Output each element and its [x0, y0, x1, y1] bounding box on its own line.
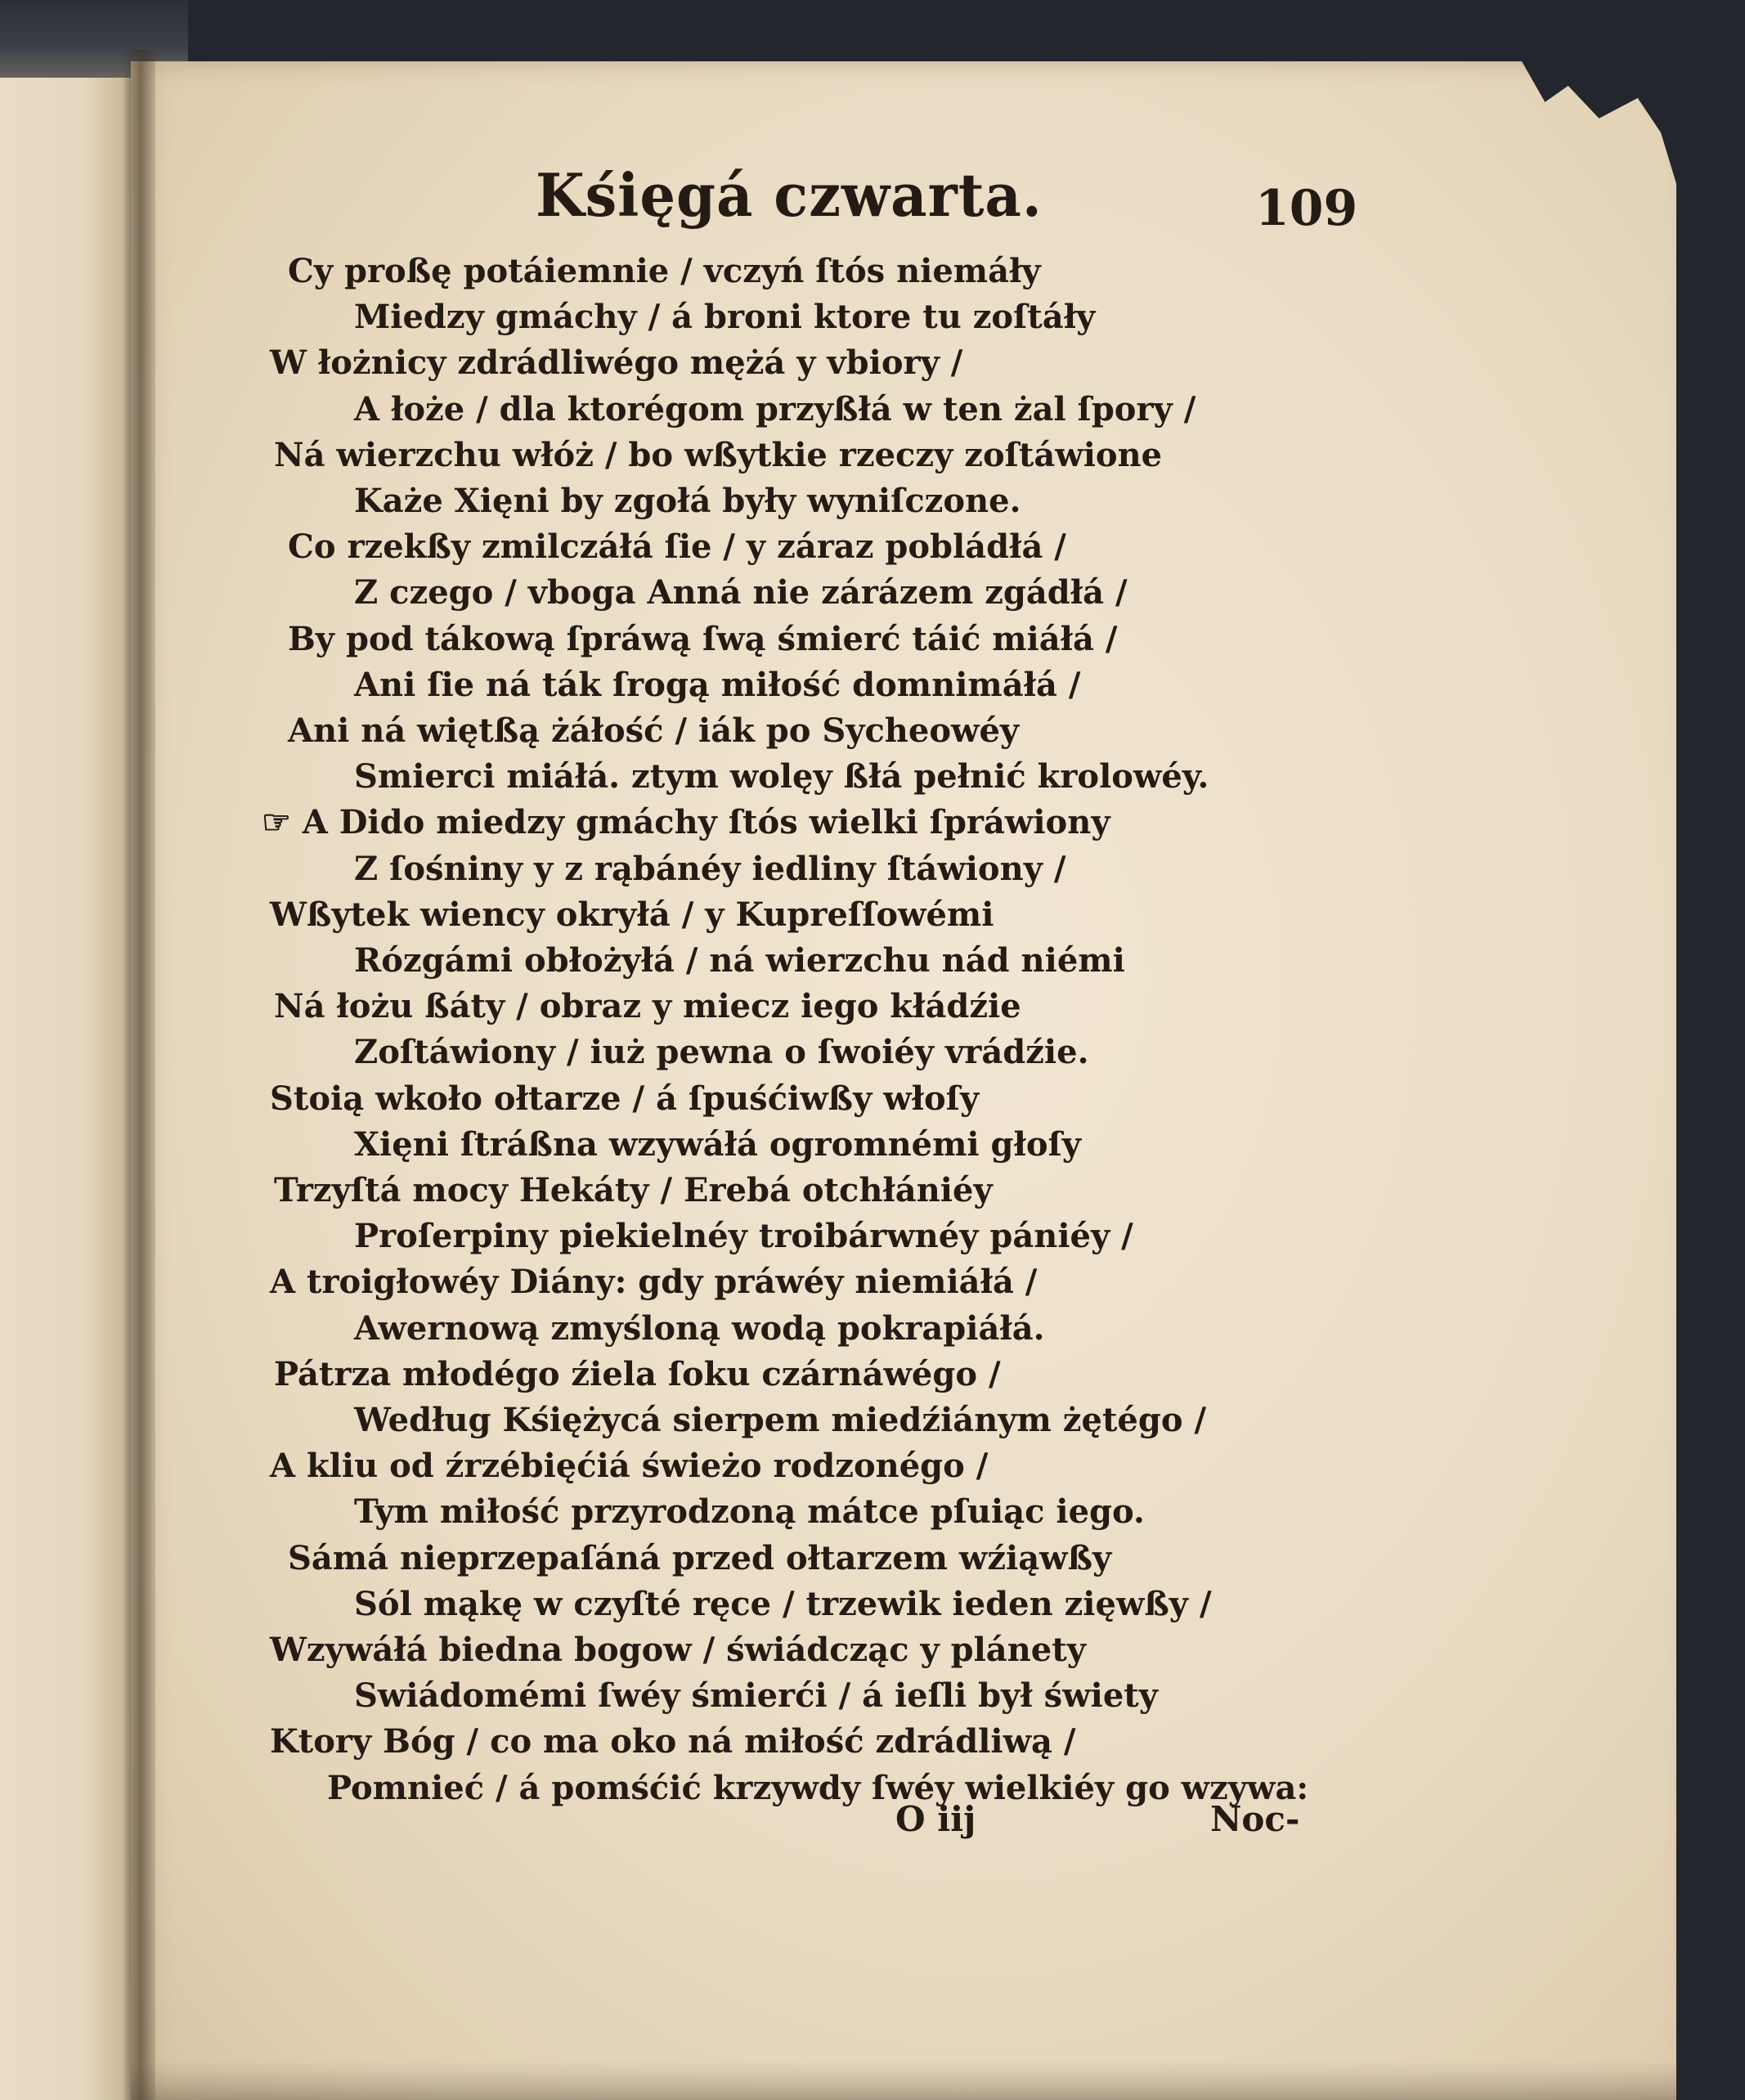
verse-line: Proſerpiny piekielnéy troibárwnéy pániéy / [354, 1217, 1133, 1256]
verse-line: Sámá nieprzepaſáná przed ołtarzem wźiąwßy [288, 1538, 1112, 1577]
verse-line: A łoże / dla ktorégom przyßłá w ten żal ſpory / [354, 389, 1196, 429]
verse-line: Z czego / vboga Anná nie zárázem zgádłá / [354, 573, 1128, 612]
verse-line: A kliu od źrzébięćiá świeżo rodzonégo / [270, 1447, 989, 1486]
verse-line: W łożnicy zdrádliwégo mężá y vbiory / [270, 343, 963, 383]
signature-mark: O iij [895, 1799, 976, 1839]
verse-line: Miedzy gmáchy / á broni ktore tu zoſtáły [354, 298, 1096, 337]
verse-line: Pomnieć / á pomśćić krzywdy ſwéy wielkiéy go wzywa: [327, 1768, 1309, 1807]
verse-line: Stoią wkoło ołtarze / á ſpuśćiwßy włoſy [270, 1079, 980, 1118]
verse-line: Ktory Bóg / co ma oko ná miłość zdrádliwą / [270, 1722, 1076, 1761]
verse-line: Zoſtáwiony / iuż pewna o ſwoiéy vrádźie. [354, 1033, 1089, 1072]
verse-line: Ná wierzchu włóż / bo wßytkie rzeczy zoſtáwione [274, 435, 1163, 474]
verse-line: Xięni ſtráßna wzywáłá ogromnémi głoſy [354, 1124, 1082, 1164]
verse-line: Według Kśiężycá sierpem miedźiánym żętégo / [354, 1401, 1207, 1439]
verse-line: Z ſośniny y z rąbánéy iedliny ſtáwiony / [354, 849, 1066, 888]
verse-line: Co rzekßy zmilczáłá ſie / y záraz pobládłá / [288, 527, 1066, 567]
verse-line: Tym miłość przyrodzoną mátce pſuiąc iego. [354, 1492, 1145, 1532]
verse-line: Rózgámi obłożyłá / ná wierzchu nád niémi [354, 941, 1125, 980]
verse-line: Pátrza młodégo źiela ſoku czárnáwégo / [274, 1354, 1001, 1393]
verse-line: Smierci miáłá. ztym wolęy ßłá pełnić krolowéy. [354, 757, 1209, 796]
verse-line: A troigłowéy Diány: gdy práwéy niemiáłá / [270, 1263, 1038, 1302]
verse-line: Każe Xięni by zgołá były wyniſczone. [354, 482, 1021, 520]
verse-line: ☞ A Dido miedzy gmáchy ſtós wielki ſpráwiony [262, 803, 1110, 842]
verse-line: Swiádomémi ſwéy śmierći / á ieſli był świety [354, 1676, 1158, 1716]
verse-line: Ani ná więtßą żáłość / iák po Sycheowéy [288, 711, 1020, 750]
verse-line: Cy proßę potáiemnie / vczyń ſtós niemáły [288, 252, 1041, 290]
verse-line: Wßytek wiency okryłá / y Kupreſſowémi [270, 895, 994, 934]
running-head: Kśięgá czwarta. [536, 160, 1043, 230]
verse-line: Sól mąkę w czyſté ręce / trzewik ieden zięwßy / [354, 1584, 1212, 1623]
verse-line: Ani ſie ná ták ſrogą miłość domnimáłá / [354, 665, 1081, 704]
verse-line: Awernową zmyśloną wodą pokrapiáłá. [354, 1308, 1045, 1348]
verse-line: Trzyſtá mocy Hekáty / Erebá otchłániéy [274, 1171, 993, 1209]
catchword: Noc- [1210, 1799, 1300, 1839]
verse-line: By pod tákową ſpráwą ſwą śmierć táić miáłá / [288, 619, 1118, 658]
verse-line: Ná łożu ßáty / obraz y miecz iego kłádźie [274, 987, 1021, 1026]
page-number: 109 [1255, 180, 1358, 237]
verse-line: Wzywáłá biedna bogow / świádcząc y plánety [270, 1631, 1086, 1669]
